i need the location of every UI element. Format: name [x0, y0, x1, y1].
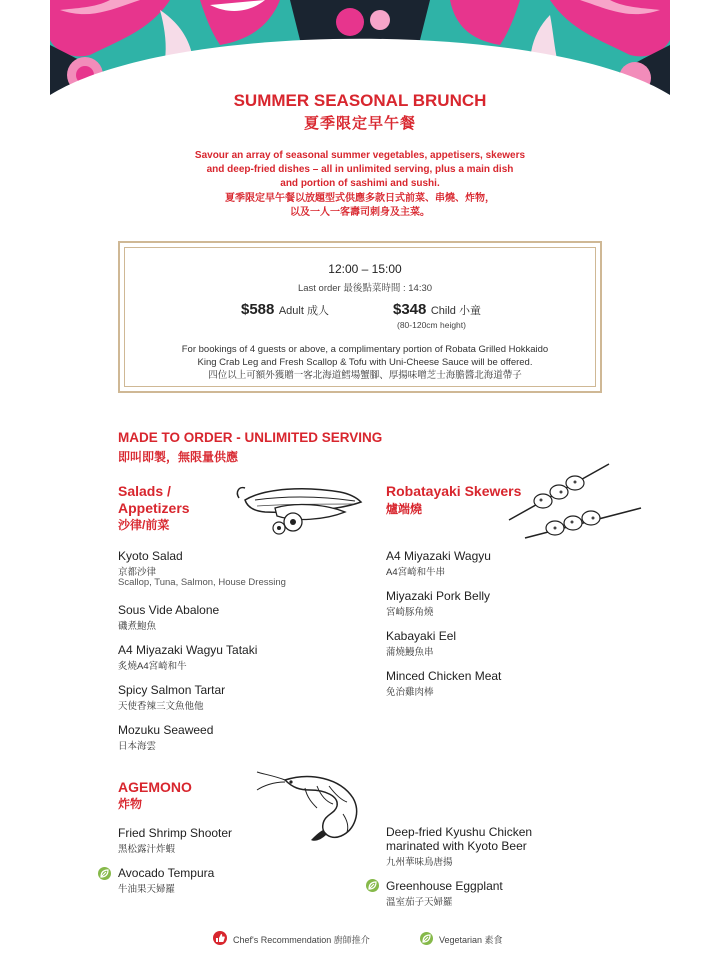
menu-item-name: A4 Miyazaki Wagyu	[386, 549, 491, 563]
vegetarian-icon	[366, 879, 379, 892]
menu-item-name: Deep-fried Kyushu Chicken	[386, 825, 533, 839]
menu-item-name-zh: 溫室茄子天婦羅	[386, 897, 453, 908]
adult-price-group	[241, 301, 329, 319]
info-box-inner-frame	[124, 247, 596, 387]
child-height-note: (80-120cm height)	[397, 320, 466, 330]
header-floral-artwork	[50, 0, 670, 95]
booking-note	[135, 343, 595, 382]
chef-recommendation-icon	[213, 931, 227, 945]
menu-item-name-zh: 宮崎豚角燒	[386, 607, 434, 618]
menu-item-name: Sous Vide Abalone	[118, 603, 220, 617]
menu-item-name-zh: 日本海雲	[118, 741, 157, 752]
menu-item-name-zh: 炙燒A4宮崎和牛	[118, 661, 187, 672]
menu-item-name-zh: 九州華味鳥唐揚	[386, 857, 453, 868]
salads-heading-zh: 沙律/前菜	[118, 518, 170, 532]
vegetarian-legend: Vegetarian 素食	[439, 935, 503, 945]
page-title-zh: 夏季限定早午餐	[303, 115, 416, 132]
okra-illustration	[235, 478, 365, 543]
intro-line: and portion of sashimi and sushi.	[280, 178, 440, 190]
menu-item-name-line2: marinated with Kyoto Beer	[386, 839, 527, 853]
robatayaki-heading-zh: 爐端燒	[386, 502, 423, 516]
menu-item-name: Fried Shrimp Shooter	[118, 826, 233, 840]
salads-heading: Salads /	[118, 483, 171, 499]
made-to-order-heading: MADE TO ORDER - UNLIMITED SERVING	[118, 430, 383, 445]
page-title: SUMMER SEASONAL BRUNCH	[233, 91, 487, 110]
robatayaki-heading: Robatayaki Skewers	[386, 483, 522, 499]
menu-item-name: Spicy Salmon Tartar	[118, 683, 226, 697]
adult-label: Adult 成人	[278, 305, 329, 317]
intro-line: and deep-fried dishes – all in unlimited serving, plus a main dish	[206, 164, 514, 176]
menu-item-name-zh: 蒲燒鰻魚串	[386, 647, 434, 658]
booking-note-line: King Crab Leg and Fresh Scallop & Tofu with Uni-Cheese Sauce will be offered.	[197, 357, 533, 368]
menu-item-name-zh: 免治雞肉棒	[386, 687, 434, 698]
serving-time: 12:00 – 15:00	[328, 262, 402, 276]
menu-item-name: Greenhouse Eggplant	[386, 879, 503, 893]
intro-line-zh: 以及一人一客壽司刺身及主菜。	[290, 206, 430, 218]
menu-item-name-zh: 黑松露汁炸蝦	[118, 844, 176, 855]
menu-item-name: Kabayaki Eel	[386, 629, 457, 643]
booking-note-line-zh: 四位以上可額外獲贈一客北海道鱈場蟹腳、厚揚味噌芝士海膽醬北海道帶子	[208, 370, 522, 381]
menu-item-name-zh: A4宮崎和牛串	[386, 567, 446, 578]
chef-recommendation-legend: Chef's Recommendation 廚師推介	[233, 935, 370, 945]
appetizers-heading: Appetizers	[118, 500, 190, 516]
menu-item-name-zh: 牛油果天婦羅	[118, 884, 176, 895]
vegetarian-icon	[98, 867, 111, 880]
adult-price: $588	[241, 301, 275, 318]
intro-line-zh: 夏季限定早午餐以放題型式供應多款日式前菜、串燒、炸物，	[225, 192, 495, 204]
agemono-heading-zh: 炸物	[118, 797, 143, 811]
menu-item-name: Miyazaki Pork Belly	[386, 589, 491, 603]
child-price: $348	[393, 301, 427, 318]
menu-item-name: Kyoto Salad	[118, 549, 183, 563]
menu-item-name: Avocado Tempura	[118, 866, 215, 880]
menu-item-name-zh: 天使香辣三文魚他他	[118, 701, 204, 712]
menu-item-description: Scallop, Tuna, Salmon, House Dressing	[118, 577, 286, 588]
menu-item-name-zh: 京都沙律	[118, 567, 157, 578]
made-to-order-heading-zh: 即叫即製，無限量供應	[118, 450, 239, 464]
pricing-info-box	[118, 241, 602, 393]
skewers-illustration	[505, 462, 645, 547]
intro-text	[140, 149, 580, 220]
menu-item-name-zh: 磯煮鮑魚	[118, 621, 157, 632]
vegetarian-icon	[420, 932, 433, 945]
child-label: Child 小童	[430, 305, 481, 317]
agemono-heading: AGEMONO	[118, 779, 192, 795]
intro-line: Savour an array of seasonal summer vegetables, appetisers, skewers	[194, 150, 526, 161]
booking-note-line: For bookings of 4 guests or above, a complimentary portion of Robata Grilled Hokkaido	[181, 344, 549, 355]
last-order-time: Last order 最後點菜時間 : 14:30	[297, 283, 433, 294]
child-price-group	[393, 301, 481, 330]
menu-item-name: Mozuku Seaweed	[118, 723, 214, 737]
menu-item-name: Minced Chicken Meat	[386, 669, 502, 683]
shrimp-illustration	[255, 768, 365, 848]
menu-item-name: A4 Miyazaki Wagyu Tataki	[118, 643, 258, 657]
